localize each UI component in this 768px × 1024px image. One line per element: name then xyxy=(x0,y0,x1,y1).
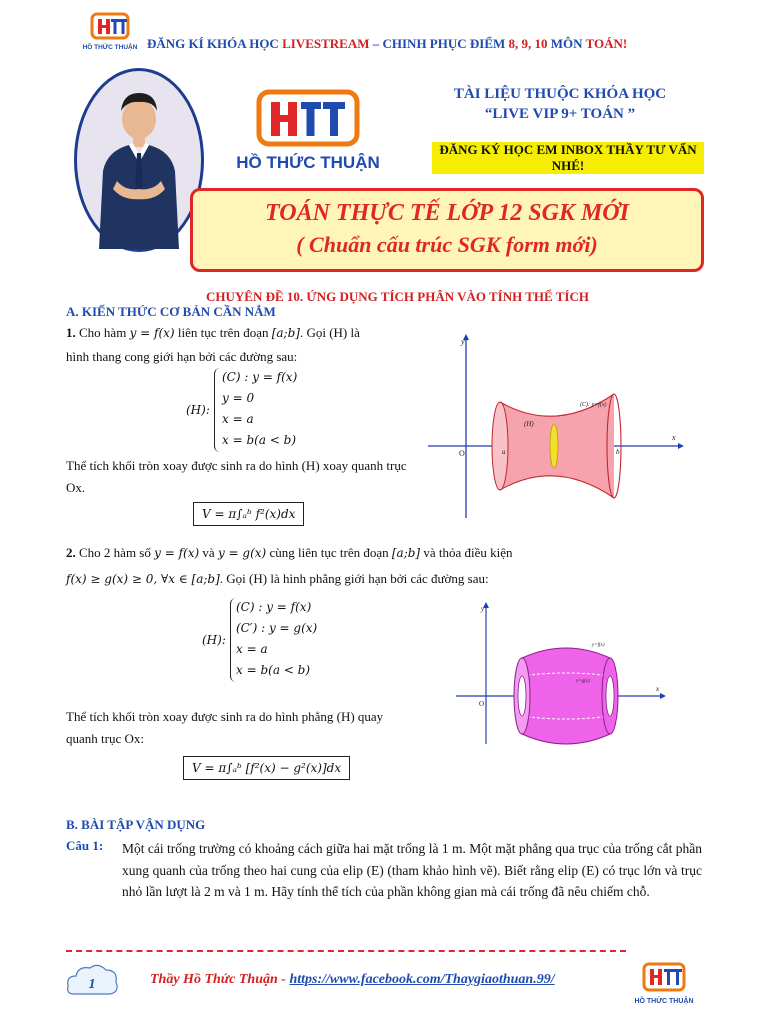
graph-1-label-h: (H) xyxy=(524,420,534,428)
item-1-text-b: liên tục trên đoạn xyxy=(177,325,269,340)
question-1-text: Một cái trống trường có khoảng cách giữa hai mặt trống là 1 m. Một mặt phẳng qua trục của trống cắt phần xung quanh của trống theo hai cung của elip (E) (tham khảo hình vẽ). Biết rằng elip (E) có trục lớn và trục nhỏ lần lượt là 2 m và 1 m. Hãy tính thể tích của phần không gian mà cái trống đã nêu chiếm chỗ. xyxy=(122,841,702,899)
graph-2-label-x: x xyxy=(656,685,660,693)
page-number-cloud xyxy=(64,962,120,1002)
page-title: TOÁN THỰC TẾ LỚP 12 SGK MỚI xyxy=(265,200,629,226)
item-2-number: 2. xyxy=(66,545,76,560)
system-2 xyxy=(236,597,317,681)
teacher-portrait xyxy=(74,68,204,252)
graph-1-label-a: a xyxy=(502,448,506,456)
header-part-6: TOÁN! xyxy=(585,36,628,51)
section-b-heading: B. BÀI TẬP VẬN DỤNG xyxy=(66,817,206,832)
formula-1: V = π∫ₐᵇ f²(x)dx xyxy=(193,502,304,526)
item-2-intro xyxy=(66,542,706,564)
header-part-5: MÔN xyxy=(547,36,586,51)
graph-2-label-g: y=g(x) xyxy=(576,679,590,684)
system-1 xyxy=(222,367,297,451)
system-1-line: x = b(a < b) xyxy=(222,433,297,447)
teacher-figure xyxy=(77,71,201,249)
item-2-math-b: y = g(x) xyxy=(217,546,267,560)
graph-1-face-left xyxy=(492,402,508,490)
brand-logo-large xyxy=(236,88,380,174)
item-2-math-a: y = f(x) xyxy=(154,546,200,560)
item-1-number: 1. xyxy=(66,325,76,340)
topic-heading: CHUYÊN ĐỀ 10. ỨNG DỤNG TÍCH PHÂN VÀO TÍNH THỂ TÍCH xyxy=(206,289,589,304)
system-2-label: (H): xyxy=(202,633,226,647)
header-part-3: – CHINH PHỤC ĐIỂM xyxy=(369,36,509,51)
item-2-text-e: . Gọi (H) là hình phẳng giới hạn bởi các đường sau: xyxy=(219,571,489,586)
header-part-2: LIVESTREAM xyxy=(282,36,370,51)
graph-1-label-o: O xyxy=(459,449,465,458)
formula-2: V = π∫ₐᵇ [f²(x) − g²(x)]dx xyxy=(183,756,350,780)
brand-logo-small xyxy=(82,12,138,52)
item-2-line-2 xyxy=(66,568,489,590)
brand-logo-large-name: HỒ THỨC THUẬN xyxy=(236,153,380,172)
header-part-4: 8, 9, 10 xyxy=(508,36,548,51)
graph-1-label-c: (C): y=f(x) xyxy=(580,402,607,408)
course-label: TÀI LIỆU THUỘC KHÓA HỌC xyxy=(453,86,667,102)
course-name: “LIVE VIP 9+ TOÁN ” xyxy=(484,106,636,122)
graph-1-label-b: b xyxy=(616,448,620,456)
graph-1-cross-section xyxy=(550,424,558,468)
header-part-1: ĐĂNG KÍ KHÓA HỌC xyxy=(147,36,283,51)
system-2-line: (C′) : y = g(x) xyxy=(236,621,318,635)
graph-1-label-y: y xyxy=(461,337,465,346)
system-2-line: (C) : y = f(x) xyxy=(236,600,312,614)
header-banner xyxy=(147,36,707,52)
item-1-text-a: Cho hàm xyxy=(79,325,127,340)
system-2-line: x = b(a < b) xyxy=(236,663,311,677)
footer-credit xyxy=(150,972,555,988)
system-2-line: x = a xyxy=(236,642,268,656)
system-1-label: (H): xyxy=(186,403,210,417)
item-1-text-c: . Gọi (H) là xyxy=(299,325,360,340)
item-2-text-b: và xyxy=(202,545,215,560)
footer-separator: - xyxy=(277,972,290,987)
graph-2-label-y: y xyxy=(481,605,485,613)
page-subtitle: ( Chuẩn cấu trúc SGK form mới) xyxy=(296,232,598,257)
question-1-label: Câu 1: xyxy=(66,838,104,853)
item-1-intro xyxy=(66,322,422,344)
inbox-notice: ĐĂNG KÝ HỌC EM INBOX THẦY TƯ VẤN NHÉ! xyxy=(432,142,704,174)
brand-logo-small-name: HỒ THỨC THUẬN xyxy=(82,44,138,51)
footer-teacher: Thầy Hồ Thức Thuận xyxy=(150,972,278,987)
item-2-text-a: Cho 2 hàm số xyxy=(79,545,151,560)
graph-2-solid xyxy=(522,648,610,744)
item-1-math-a: y = f(x) xyxy=(129,326,175,340)
item-2-text-d: và thỏa điều kiện xyxy=(423,545,513,560)
system-1-line: y = 0 xyxy=(222,391,255,405)
brand-logo-footer-name: HỒ THỨC THUẬN xyxy=(634,998,694,1005)
page-number: 1 xyxy=(88,977,96,992)
graph-1-label-x: x xyxy=(672,433,676,442)
footer-link[interactable]: https://www.facebook.com/Thaygiaothuan.99/ xyxy=(289,972,555,987)
item-1-line-2: hình thang cong giới hạn bởi các đường sau: xyxy=(66,349,298,364)
brand-logo-footer xyxy=(636,962,692,1008)
graph-2-label-o: O xyxy=(479,700,485,708)
graph-1 xyxy=(428,330,684,520)
footer-divider xyxy=(66,950,626,952)
system-1-line: x = a xyxy=(222,412,254,426)
item-1-math-b: [a;b] xyxy=(271,326,300,340)
item-2-text-c: cùng liên tục trên đoạn xyxy=(269,545,389,560)
item-1-volume-text: Thể tích khối tròn xoay được sinh ra do hình (H) xoay quanh trục Ox. xyxy=(66,458,407,495)
system-1-line: (C) : y = f(x) xyxy=(222,370,298,384)
graph-2 xyxy=(456,598,666,748)
graph-2-label-f: y=f(x) xyxy=(592,643,605,648)
item-2-math-c: [a;b] xyxy=(391,546,421,560)
item-2-volume-text: Thể tích khối tròn xoay được sinh ra do hình phẳng (H) quay quanh trục Ox: xyxy=(66,709,384,746)
item-2-math-d: f(x) ≥ g(x) ≥ 0, ∀x ∈ [a;b] xyxy=(66,572,220,586)
section-a-heading: A. KIẾN THỨC CƠ BẢN CẦN NẮM xyxy=(66,304,276,319)
